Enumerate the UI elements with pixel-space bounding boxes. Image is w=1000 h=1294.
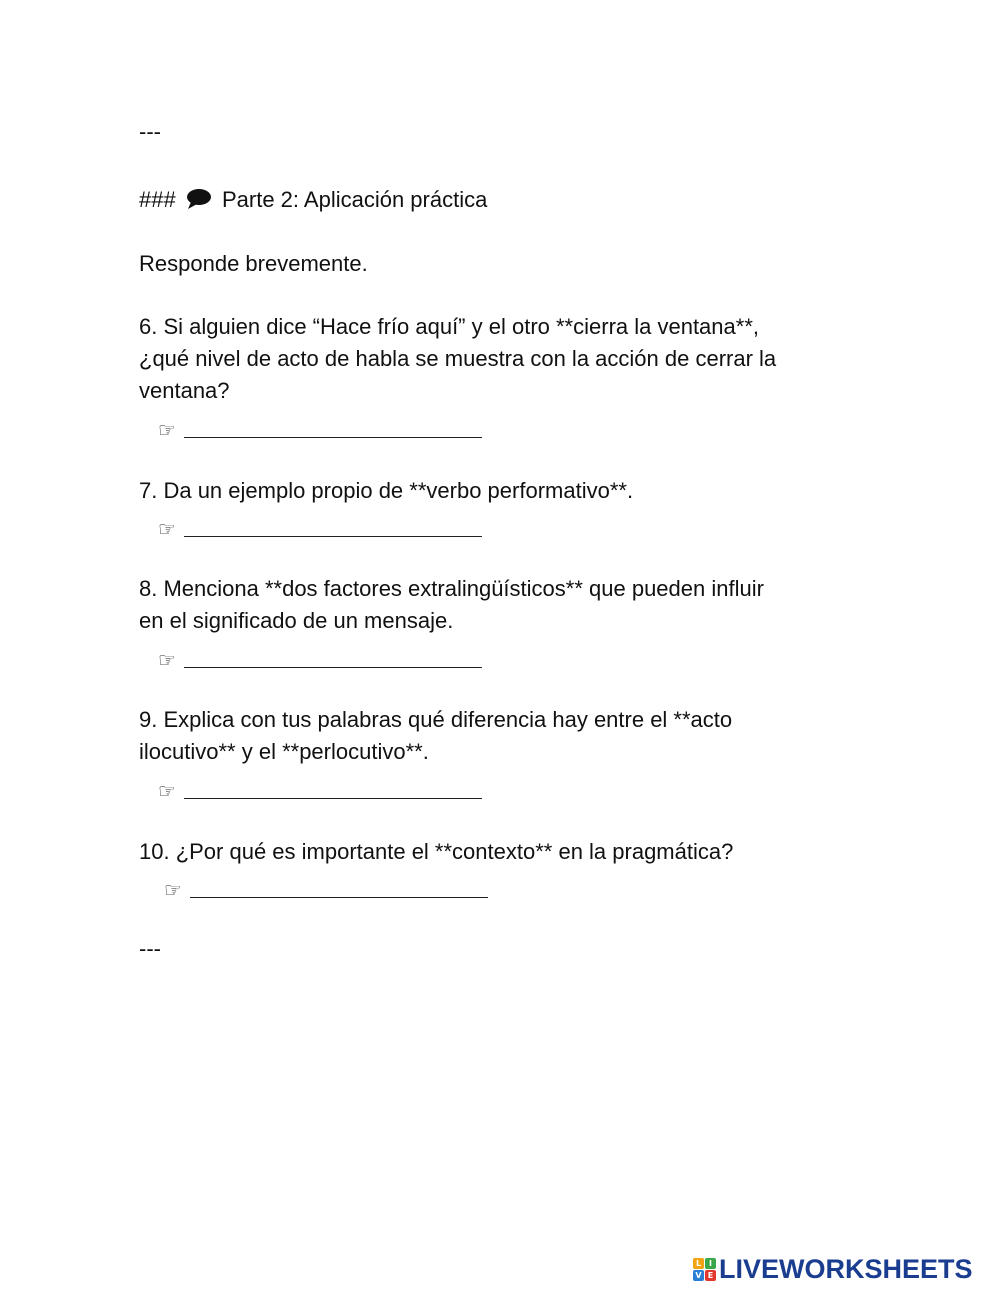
instruction-text: Responde brevemente. [139, 251, 368, 276]
heading-prefix: ### [139, 187, 176, 212]
question-9-line-1: 9. Explica con tus palabras qué diferencia hay entre el **acto [139, 707, 733, 732]
question-10-answer-row [164, 870, 488, 902]
pointing-hand-icon: ☞ [158, 648, 176, 672]
pointing-hand-icon: ☞ [164, 878, 182, 902]
question-6-answer-row [158, 410, 482, 442]
section-heading [139, 184, 487, 216]
separator-top: --- [139, 119, 161, 144]
pointing-hand-icon: ☞ [158, 517, 176, 541]
answer-field-8[interactable] [184, 647, 482, 668]
question-8-answer-row [158, 640, 482, 672]
question-7-line-1: 7. Da un ejemplo propio de **verbo performativo**. [139, 478, 634, 503]
logo-badge-letter: E [705, 1270, 716, 1281]
answer-field-9[interactable] [184, 778, 482, 799]
question-10-line-1: 10. ¿Por qué es importante el **contexto** en la pragmática? [139, 839, 734, 864]
answer-field-10[interactable] [190, 877, 488, 898]
speech-bubble-icon [186, 188, 212, 210]
liveworksheets-logo [693, 1254, 973, 1284]
question-9-answer-row [158, 771, 482, 803]
logo-badge-letter: V [693, 1270, 704, 1281]
question-7-answer-row [158, 509, 482, 541]
question-6-line-1: 6. Si alguien dice “Hace frío aquí” y el otro **cierra la ventana**, [139, 314, 759, 339]
question-9-line-2: ilocutivo** y el **perlocutivo**. [139, 739, 429, 764]
separator-bottom: --- [139, 936, 161, 961]
logo-badge-icon [693, 1258, 716, 1281]
logo-badge-letter: L [693, 1258, 704, 1269]
heading-title: Parte 2: Aplicación práctica [221, 187, 488, 212]
question-8-line-2: en el significado de un mensaje. [139, 608, 454, 633]
logo-badge-letter: I [705, 1258, 716, 1269]
pointing-hand-icon: ☞ [158, 779, 176, 803]
logo-text: LIVEWORKSHEETS [719, 1253, 973, 1284]
pointing-hand-icon: ☞ [158, 418, 176, 442]
answer-field-7[interactable] [184, 516, 482, 537]
answer-field-6[interactable] [184, 417, 482, 438]
question-8-line-1: 8. Menciona **dos factores extralingüísticos** que pueden influir [139, 576, 764, 601]
question-6-line-3: ventana? [139, 378, 230, 403]
question-6-line-2: ¿qué nivel de acto de habla se muestra con la acción de cerrar la [139, 346, 777, 371]
